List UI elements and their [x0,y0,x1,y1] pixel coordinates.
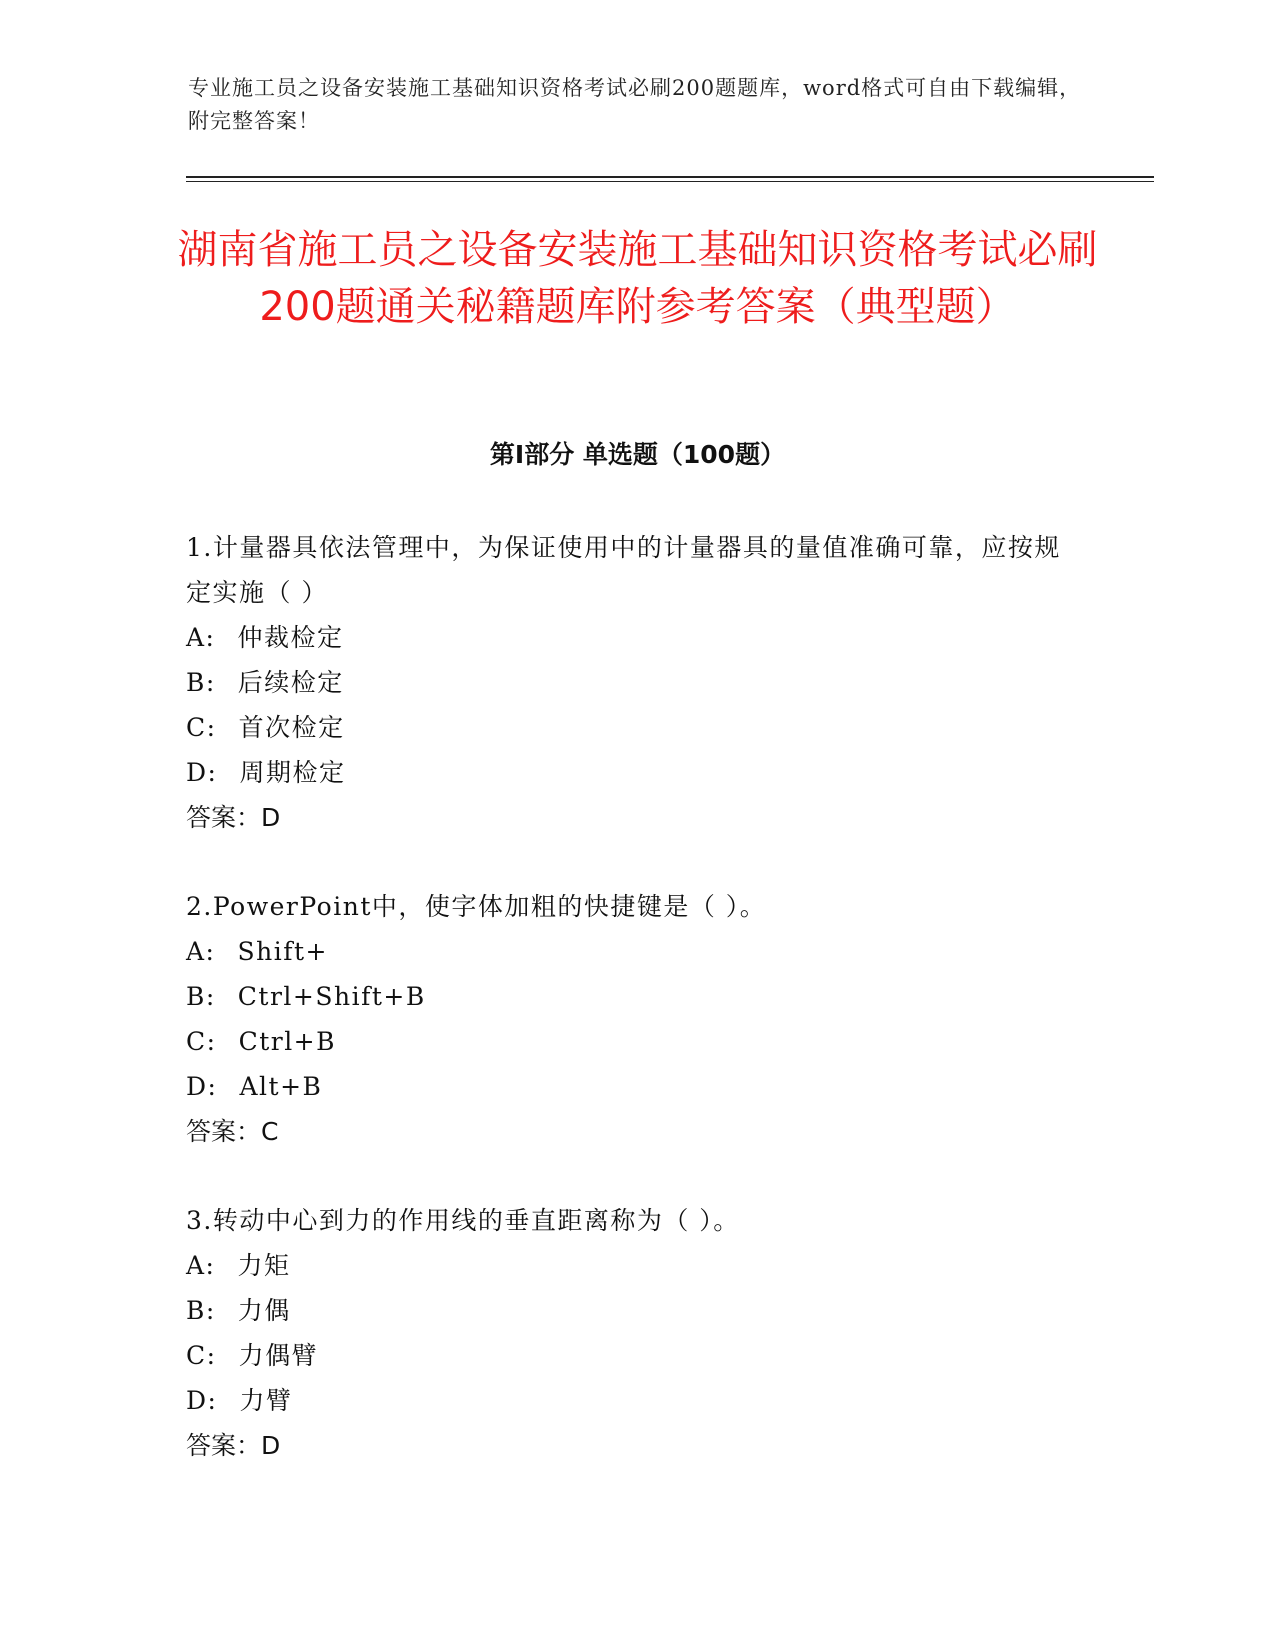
option-c [186,1019,1086,1064]
section-heading: 第I部分 单选题（100题） [489,440,786,469]
option-text: Shift+ [237,937,328,966]
option-key: D: [186,1386,218,1415]
option-d [186,1064,1086,1109]
option-key: D: [186,758,218,787]
option-b [186,974,1086,1019]
question-stem: 3.转动中心到力的作用线的垂直距离称为（ ）。 [186,1206,740,1235]
answer-line: 答案：D [186,803,281,832]
option-text: 首次检定 [238,713,345,742]
option-key: C: [186,1027,217,1056]
question-list [186,525,1086,1512]
option-text: Ctrl+Shift+B [237,982,426,1011]
header-divider-thin [186,181,1154,182]
option-text: 力偶 [237,1296,291,1325]
option-key: A: [186,1251,216,1280]
option-d [186,1378,1086,1423]
question-item [186,1198,1086,1468]
option-b [186,1288,1086,1333]
option-key: B: [186,1296,216,1325]
option-key: C: [186,1341,217,1370]
option-text: 后续检定 [237,668,344,697]
option-d [186,750,1086,795]
option-text: 力臂 [239,1386,293,1415]
option-text: 力偶臂 [238,1341,319,1370]
option-key: D: [186,1072,218,1101]
answer-line: 答案：D [186,1431,281,1460]
option-key: A: [186,623,216,652]
document-title: 湖南省施工员之设备安装施工基础知识资格考试必刷200题通关秘籍题库附参考答案（典型题） [177,227,1098,330]
option-key: B: [186,982,216,1011]
option-a [186,929,1086,974]
question-item [186,525,1086,840]
option-key: B: [186,668,216,697]
header-divider-thick [186,176,1154,178]
answer-line: 答案：C [186,1117,279,1146]
option-c [186,1333,1086,1378]
question-stem: 2.PowerPoint中，使字体加粗的快捷键是（ ）。 [186,892,767,921]
option-text: Alt+B [239,1072,323,1101]
question-item [186,884,1086,1154]
option-text: 周期检定 [239,758,346,787]
header-note: 专业施工员之设备安装施工基础知识资格考试必刷200题题库，word格式可自由下载编辑，附完整答案！ [188,76,1082,133]
option-key: A: [186,937,216,966]
option-b [186,660,1086,705]
option-text: 力矩 [237,1251,291,1280]
option-a [186,1243,1086,1288]
option-a [186,615,1086,660]
option-key: C: [186,713,217,742]
option-text: Ctrl+B [238,1027,337,1056]
option-text: 仲裁检定 [237,623,344,652]
question-stem: 1.计量器具依法管理中，为保证使用中的计量器具的量值准确可靠，应按规定实施（ ） [186,533,1061,607]
option-c [186,705,1086,750]
